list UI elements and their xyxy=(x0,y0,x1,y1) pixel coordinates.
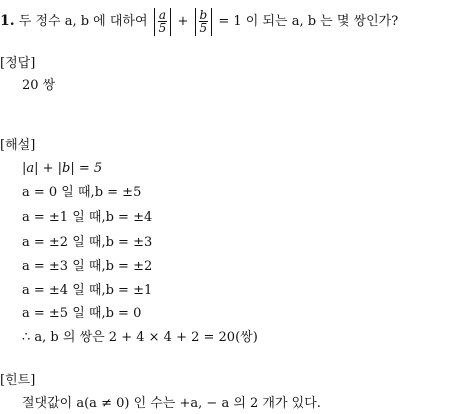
plus-sign: + xyxy=(177,14,189,29)
explanation-line: a = ±1 일 때,b = ±4 xyxy=(22,210,153,225)
explanation-conclusion: ∴ a, b 의 쌍은 2 + 4 × 4 + 2 = 20(쌍) xyxy=(22,330,258,345)
abs-bar-right-a xyxy=(170,8,171,36)
fraction-b-numerator: b xyxy=(199,8,208,22)
answer-value: 20 쌍 xyxy=(22,78,56,93)
fraction-a-denominator: 5 xyxy=(158,21,167,35)
abs-bar-left-b xyxy=(195,8,196,36)
explanation-line: a = ±2 일 때,b = ±3 xyxy=(22,235,153,250)
question-stem-part2: = 1 이 되는 a, b 는 몇 쌍인가? xyxy=(218,14,399,29)
explanation-line: |a| + |b| = 5 xyxy=(22,161,103,176)
fraction-a-numerator: a xyxy=(158,8,167,22)
fraction-b-denominator: 5 xyxy=(199,21,208,35)
question-number: 1. xyxy=(0,13,15,29)
question-stem-part1: 두 정수 a, b 에 대하여 xyxy=(18,14,152,29)
fraction-a-over-5 xyxy=(158,9,168,34)
explanation-label: [해설] xyxy=(0,138,36,153)
hint-label: [힌트] xyxy=(0,373,36,388)
answer-label: [정답] xyxy=(0,56,36,71)
hint-text: 절댓값이 a(a ≠ 0) 인 수는 +a, − a 의 2 개가 있다. xyxy=(22,396,321,411)
question-line xyxy=(0,6,398,36)
explanation-line: a = ±5 일 때,b = 0 xyxy=(22,306,142,321)
explanation-line: a = 0 일 때,b = ±5 xyxy=(22,185,142,200)
explanation-line: a = ±4 일 때,b = ±1 xyxy=(22,283,153,298)
abs-bar-left-a xyxy=(154,8,155,36)
explanation-line: a = ±3 일 때,b = ±2 xyxy=(22,259,153,274)
abs-bar-right-b xyxy=(211,8,212,36)
fraction-b-over-5 xyxy=(199,9,209,34)
